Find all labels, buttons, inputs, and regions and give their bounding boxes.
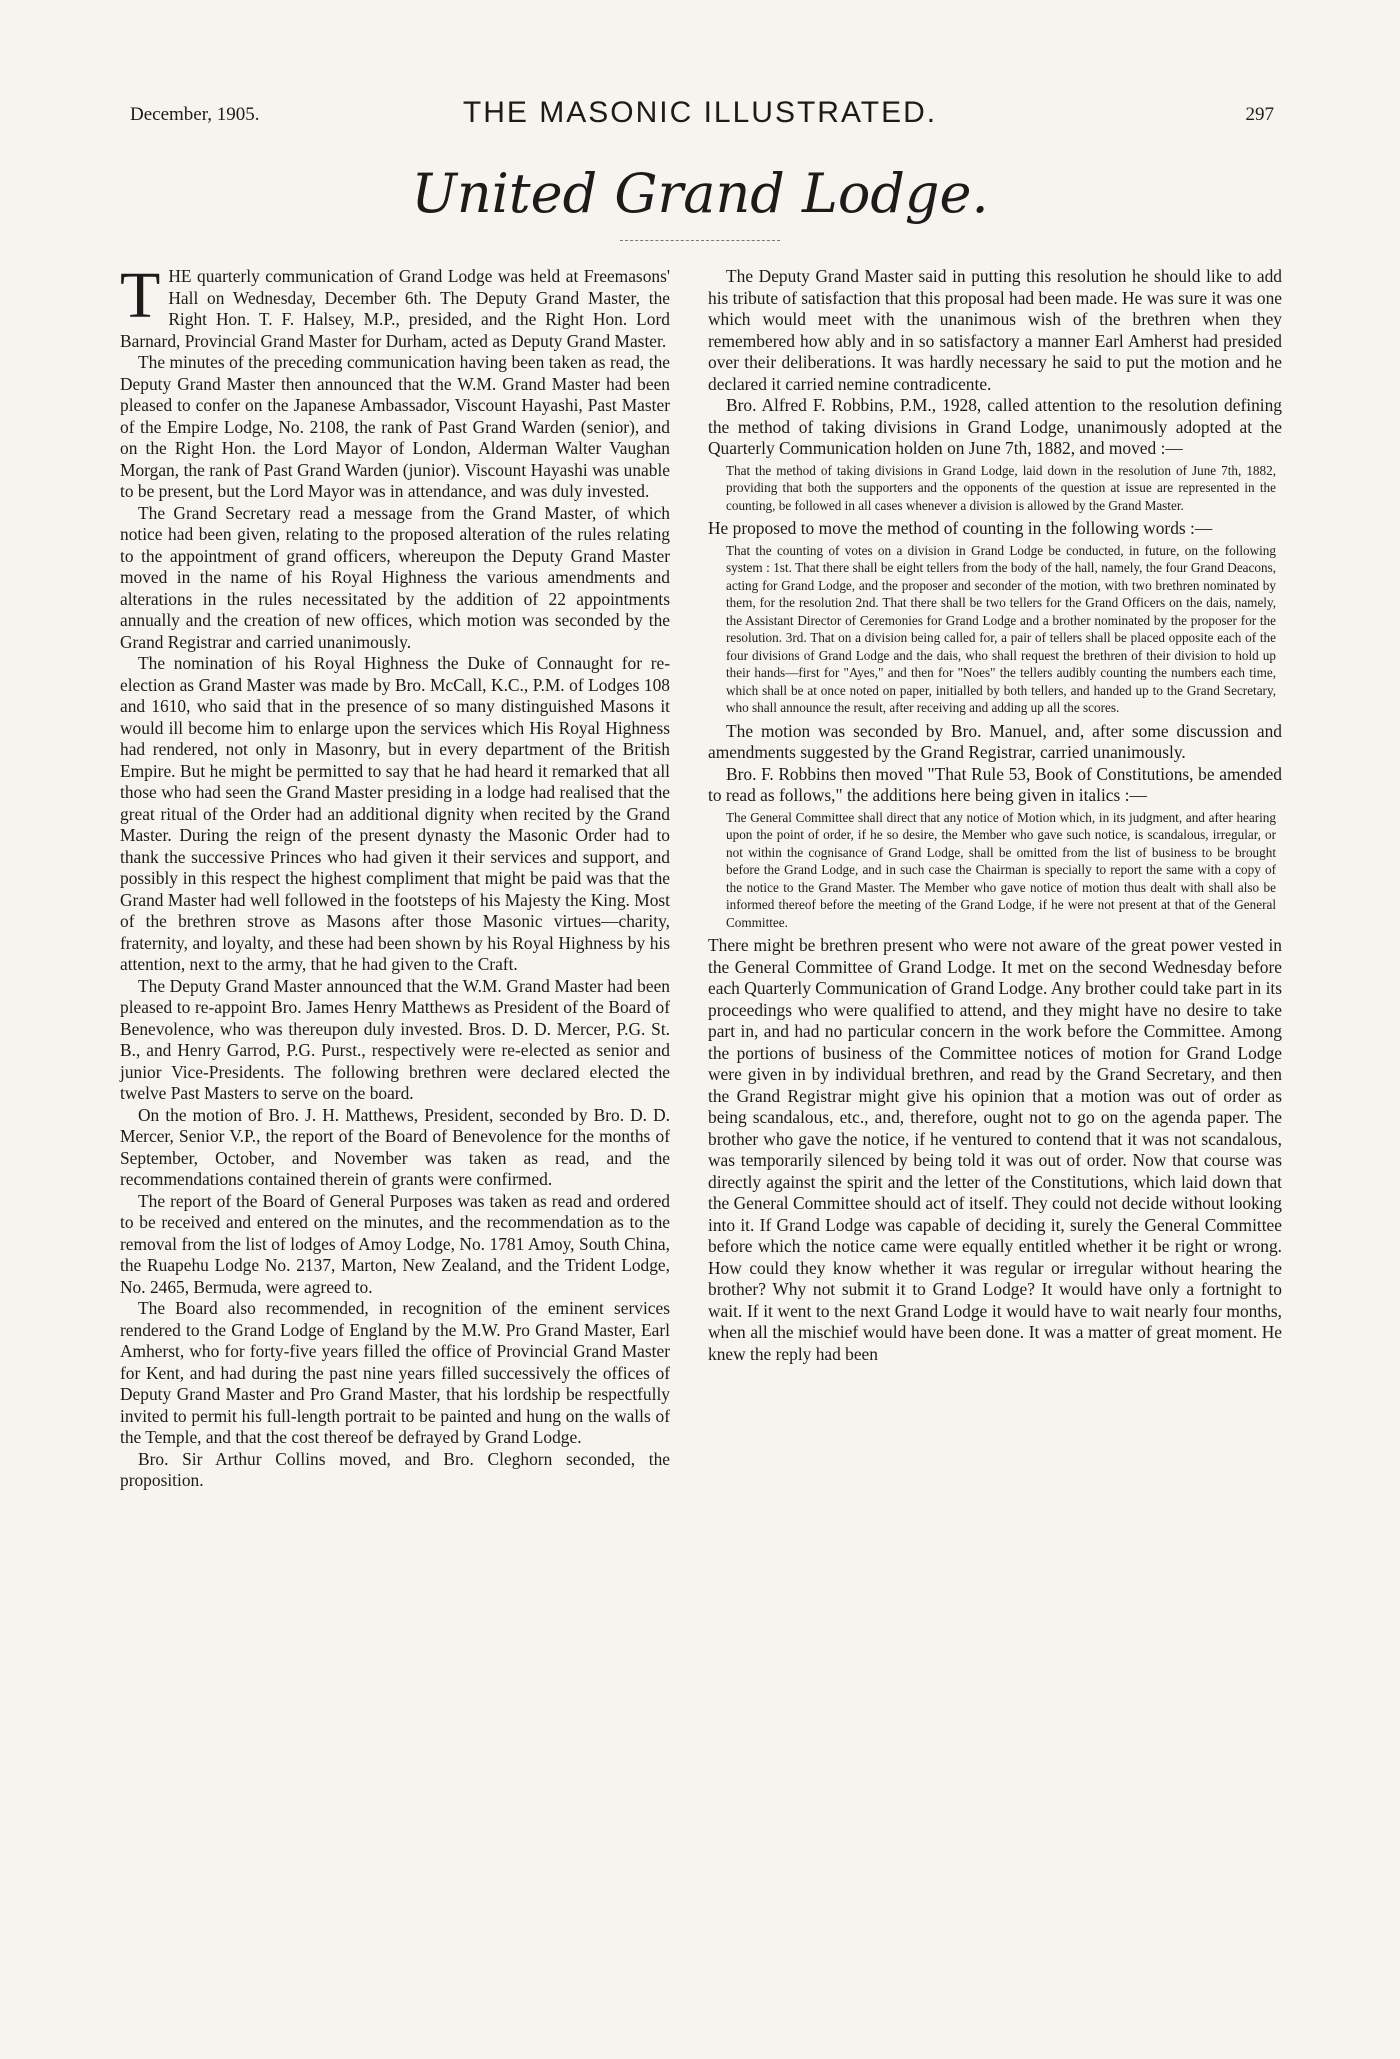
right-column — [708, 266, 1282, 1365]
paragraph: There might be brethren present who were not aware of the great power vested in the General Committee of Grand Lodge. It met on the second Wednesday before each Quarterly Communication of Grand Lodge. Any brother could take part in its proceedings who were qualified to attend, and they might have no desire to take part in, and had no particular concern in the work before the Committee. Among the portions of business of the Committee notices of motion for Grand Lodge were given in by individual brethren, and read by the Grand Secretary, and then the Grand Registrar might give his opinion that a motion was out of order as being scandalous, etc., and, therefore, ought not to go on the agenda paper. The brother who gave the notice, if he ventured to contend that it was not scandalous, was temporarily silenced by being told it was out of order. Now that course was directly against the spirit and the letter of the Constitutions, which laid down that the General Committee should act of itself. They could not decide without looking into it. If Grand Lodge was capable of deciding it, surely the General Committee before which the notice came were equally entitled whether it be right or wrong. How could they know whether it was regular or irregular without hearing the brother? Why not submit it to Grand Lodge? It would have only a fortnight to wait. If it went to the next Grand Lodge it would have to wait nearly four months, when all the mischief would have been done. It was a matter of great moment. He knew the reply had been — [708, 935, 1282, 1364]
paragraph: The nomination of his Royal Highness the Duke of Connaught for re-election as Grand Master was made by Bro. McCall, K.C., P.M. of Lodges 108 and 1610, who said that in the presence of so many distinguished Masons it would ill become him to enlarge upon the services which His Royal Highness had rendered, not only in Masonry, but in every department of the British Empire. But he might be permitted to say that he had heard it remarked that all those who had seen the Grand Master presiding in a lodge had realised that the great ritual of the Order had an additional dignity when recited by the Grand Master. During the reign of the present dynasty the Masonic Order had to thank the successive Princes who had given it their services and support, and possibly in this respect the highest compliment that might be paid was that the Grand Master had well followed in the footsteps of his Majesty the King. Most of the brethren strove as Masons after those Masonic virtues—charity, fraternity, and loyalty, and these had been shown by his Royal Highness by his attention, next to the army, that he had given to the Craft. — [120, 653, 670, 974]
paragraph: On the motion of Bro. J. H. Matthews, President, seconded by Bro. D. D. Mercer, Senior V.P., the report of the Board of Benevolence for the months of September, October, and November was taken as read, and the recommendations contained therein of grants were confirmed. — [120, 1104, 670, 1189]
article-headline: United Grand Lodge. — [411, 162, 989, 225]
issue-date: December, 1905. — [130, 104, 260, 125]
page-number: 297 — [1245, 104, 1274, 125]
paragraph: The Deputy Grand Master announced that the W.M. Grand Master had been pleased to re-appoint Bro. James Henry Matthews as President of the Board of Benevolence, who was thereupon duly invested. Bros. D. D. Mercer, P.G. St. B., and Henry Garrod, P.G. Purst., respectively were re-elected as senior and junior Vice-Presidents. The following brethren were declared elected the twelve Past Masters to serve on the board. — [120, 975, 670, 1103]
quoted-resolution: That the counting of votes on a division in Grand Lodge be conducted, in future, on the following system : 1st. That there shall be eight tellers from the body of the hall, namely, the four Grand Deacons, acting for Grand Lodge, and the proposer and seconder of the motion, with two brethren nominated by them, for the resolution 2nd. That there shall be two tellers for the Grand Officers on the dais, namely, the Assistant Director of Ceremonies for Grand Lodge and a brother nominated by the proposer for the resolution. 3rd. That on a division being called for, a pair of tellers shall be placed opposite each of the four divisions of Grand Lodge and the dais, who shall request the brethren of their division to hold up their hands—first for "Ayes," and then for "Noes" the tellers audibly counting the numbers each time, which shall be at once noted on paper, initialled by both tellers, and handed up to the Grand Secretary, who shall announce the result, after receiving and adding up all the scores. — [726, 542, 1276, 715]
quoted-resolution: That the method of taking divisions in Grand Lodge, laid down in the resolution of June 7th, 1882, providing that both the supporters and the opponents of the question at issue are represented in the counting, be followed in all cases whenever a division is allowed by the Grand Master. — [726, 462, 1276, 513]
paragraph: The Board also recommended, in recognition of the eminent services rendered to the Grand Lodge of England by the M.W. Pro Grand Master, Earl Amherst, who for forty-five years filled the office of Provincial Grand Master for Kent, and had during the past nine years filled successively the offices of Deputy Grand Master and Pro Grand Master, that his lordship be respectfully invited to permit his full-length portrait to be painted and hung on the walls of the Temple, and that the cost thereof be defrayed by Grand Lodge. — [120, 1298, 670, 1447]
quoted-rule: The General Committee shall direct that any notice of Motion which, in its judgment, and after hearing upon the point of order, if he so desire, the Member who gave such notice, is scandalous, irregular, or not within the cognisance of Grand Lodge, shall be omitted from the list of business to be brought before the Grand Lodge, and in such case the Chairman is specially to report the same with a copy of the notice to the Grand Master. The Member who gave notice of motion thus dealt with shall also be informed thereof before the meeting of the Grand Lodge, if he were not present at that of the General Committee. — [726, 809, 1276, 930]
paragraph: The minutes of the preceding communication having been taken as read, the Deputy Grand Master then announced that the W.M. Grand Master had been pleased to confer on the Japanese Ambassador, Viscount Hayashi, Past Master of the Empire Lodge, No. 2108, the rank of Past Grand Warden (senior), and on the Right Hon. the Lord Mayor of London, Alderman Walter Vaughan Morgan, the rank of Past Grand Warden (junior). Viscount Hayashi was unable to be present, but the Lord Mayor was in attendance, and was duly invested. — [120, 352, 670, 501]
paragraph-text: HE quarterly communication of Grand Lodge was held at Freemasons' Hall on Wednesday, December 6th. The Deputy Grand Master, the Right Hon. T. F. Halsey, M.P., presided, and the Right Hon. Lord Barnard, Provincial Grand Master for Durham, acted as Deputy Grand Master. — [120, 266, 670, 351]
paragraph: The Grand Secretary read a message from the Grand Master, of which notice had been given, relating to the proposed alteration of the rules relating to the appointment of grand officers, whereupon the Deputy Grand Master moved in the name of his Royal Highness the various amendments and alterations in the rules necessitated by the addition of 22 appointments annually and the creation of new offices, which motion was seconded by the Grand Registrar and carried unanimously. — [120, 502, 670, 652]
paragraph: The report of the Board of General Purposes was taken as read and ordered to be received and entered on the minutes, and the recommendation as to the removal from the list of lodges of Amoy Lodge, No. 1781 Amoy, South China, the Ruapehu Lodge No. 2137, Marton, New Zealand, and the Trident Lodge, No. 2465, Bermuda, were agreed to. — [120, 1190, 670, 1297]
paragraph: Bro. F. Robbins then moved "That Rule 53, Book of Constitutions, be amended to read as follows," the additions here being given in italics :— — [708, 763, 1282, 805]
drop-cap: T — [120, 259, 161, 332]
paragraph — [120, 259, 670, 352]
left-column — [120, 259, 670, 1492]
publication-title: THE MASONIC ILLUSTRATED. — [462, 96, 938, 129]
paragraph: He proposed to move the method of counting in the following words :— — [708, 518, 1213, 538]
paragraph: Bro. Alfred F. Robbins, P.M., 1928, called attention to the resolution defining the method of taking divisions in Grand Lodge, unanimously adopted at the Quarterly Communication holden on June 7th, 1882, and moved :— — [708, 395, 1282, 458]
headline-divider — [620, 240, 780, 241]
paragraph: Bro. Sir Arthur Collins moved, and Bro. Cleghorn seconded, the proposition. — [120, 1448, 670, 1490]
paragraph: The motion was seconded by Bro. Manuel, and, after some discussion and amendments suggested by the Grand Registrar, carried unanimously. — [708, 720, 1282, 762]
running-header — [0, 96, 1400, 140]
paragraph: The Deputy Grand Master said in putting this resolution he should like to add his tribute of satisfaction that this proposal had been made. He was sure it was one which would meet with the unanimous wish of the brethren when they remembered how ably and in so satisfactory a manner Earl Amherst had presided over their deliberations. It was hardly necessary he said to put the motion and he declared it carried nemine contradicente. — [708, 266, 1282, 394]
